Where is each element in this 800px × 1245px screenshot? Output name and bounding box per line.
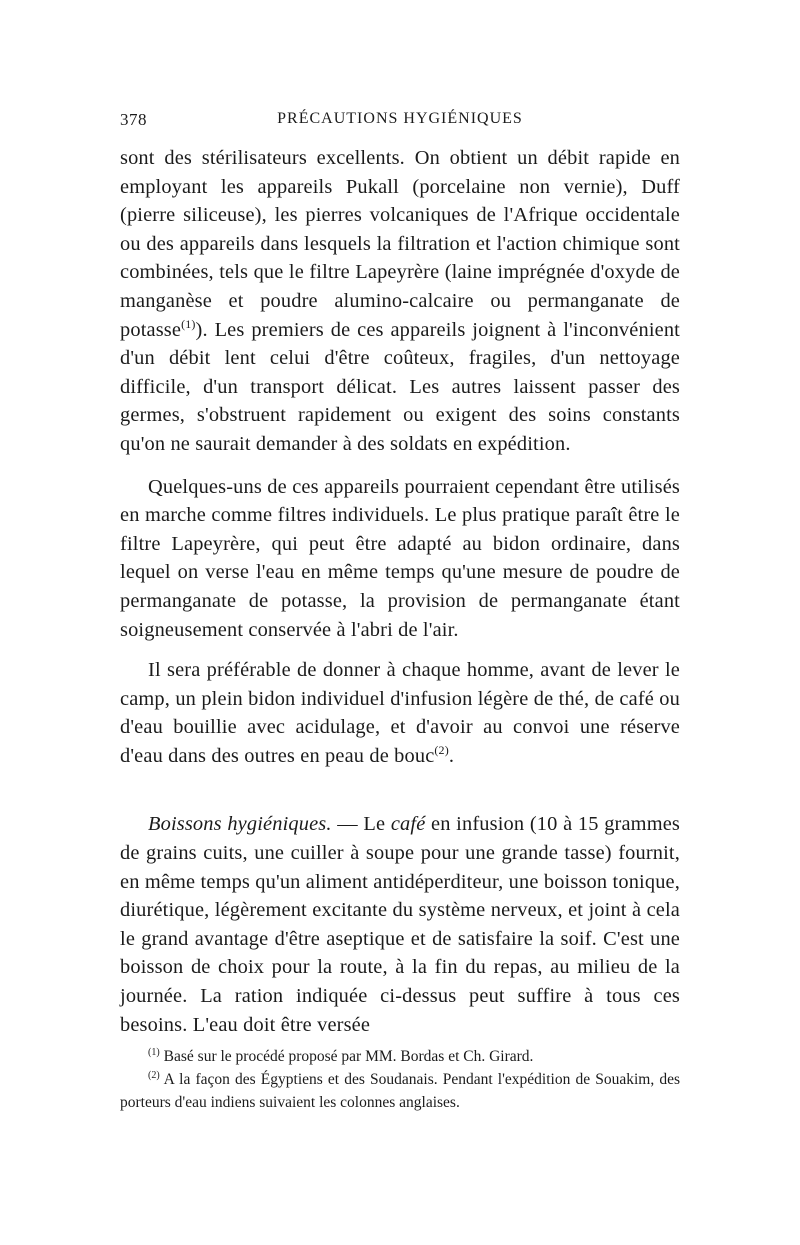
- paragraph-3-text-b: .: [448, 744, 455, 767]
- paragraph-2: Quelques-uns de ces appareils pourraient cependant être utilisés en marche comme filtres individuels. Le plus pratique paraît être le filtre Lapeyrère, qui peut être adapté au bidon ordinaire, dans lequel on verse l'eau en même temps qu'une mesure de poudre de permanganate de potasse, la provision de permanganate étant soigneusement conservée à l'abri de l'air.: [120, 475, 680, 641]
- footnote-1-marker: (1): [148, 1047, 160, 1058]
- footnote-ref-2: (2): [434, 742, 449, 757]
- italic-word-cafe: café: [390, 813, 426, 836]
- footnote-1: [120, 1045, 680, 1068]
- paragraph-4-text: en infusion (10 à 15 grammes de grains cuits, une cuiller à soupe pour une grande tasse) fournit, en même temps qu'un aliment antidéperditeur, une boisson tonique, diurétique, légèrement excitante du système nerveux, et joint à cela le grand avantage d'être aseptique et de satisfaire la soif. C'est une boisson de choix pour la route, à la fin du repas, au milieu de la journée. La ration indiquée ci-dessus peut suffire à tous ces besoins. L'eau doit être versée: [120, 813, 680, 1036]
- page-number: 378: [120, 110, 147, 129]
- paragraph-3: [120, 656, 680, 770]
- footnote-2: [120, 1068, 680, 1114]
- book-page: [120, 100, 680, 1111]
- footnotes: [120, 1045, 680, 1114]
- footnote-1-text: Basé sur le procédé proposé par MM. Bordas et Ch. Girard.: [163, 1048, 534, 1065]
- paragraph-1-text-b: ). Les premiers de ces appareils joignent à l'inconvénient d'un débit lent celui d'être coûteux, fragiles, d'un nettoyage difficile, d'un transport délicat. Les autres laissent passer des germes, s'obstruent rapidement ou exigent des soins constants qu'on ne saurait demander à des soldats en expédition.: [120, 318, 680, 455]
- footnote-2-text: A la façon des Égyptiens et des Soudanais. Pendant l'expédition de Souakim, des porteurs d'eau indiens suivaient les colonnes anglaises.: [120, 1071, 680, 1111]
- page-header: [120, 100, 680, 134]
- section-title: Boissons hygiéniques.: [148, 813, 332, 836]
- footnote-ref-1: (1): [181, 316, 196, 331]
- running-head: PRÉCAUTIONS HYGIÉNIQUES: [277, 110, 523, 127]
- paragraph-4: [120, 810, 680, 1039]
- paragraph-3-text-a: Il sera préférable de donner à chaque homme, avant de lever le camp, un plein bidon individuel d'infusion légère de thé, de café ou d'eau bouillie avec acidulage, et d'avoir au convoi une réserve d'eau dans des outres en peau de bouc: [120, 659, 680, 767]
- body-text: [120, 144, 680, 1039]
- paragraph-1-text-a: sont des stérilisateurs excellents. On obtient un débit rapide en employant les appareils Pukall (porcelaine non vernie), Duff (pierre siliceuse), les pierres volcaniques de l'Afrique occidentale ou des appareils dans lesquels la filtration et l'action chimique sont combinées, tels que le filtre Lapeyrère (laine imprégnée d'oxyde de manganèse et poudre alumino-calcaire ou permanganate de potasse: [120, 147, 680, 341]
- footnote-2-marker: (2): [148, 1070, 160, 1081]
- section-dash: — Le: [331, 813, 391, 836]
- paragraph-1: [120, 144, 680, 459]
